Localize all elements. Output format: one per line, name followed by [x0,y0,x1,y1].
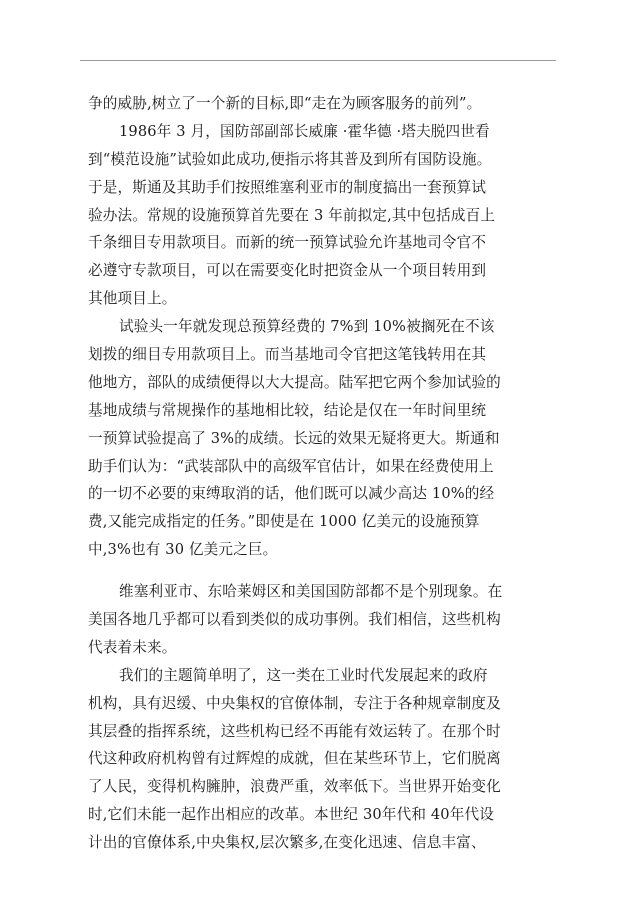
paragraph-theme [88,662,550,857]
text-line: 其层叠的指挥系统，这些机构已经不再能有效运转了。在那个时 [88,722,501,740]
text-line: 一预算试验提高了 3%的成绩。长远的效果无疑将更大。斯通和 [88,429,500,447]
text-line: 到“模范设施”试验如此成功,便指示将其普及到所有国防设施。 [88,150,492,168]
paragraph-continued [88,90,550,118]
paragraph-1986 [88,118,550,313]
section-gap [88,564,550,578]
text-line: 计出的官僚体系,中央集权,层次繁多,在变化迅速、信息丰富、 [88,834,486,852]
text-line: 划拨的细目专用款项目上。而当基地司令官把这笔钱转用在其 [88,346,487,364]
paragraph-trial-results [88,313,550,564]
header-rule [80,60,556,61]
text-line: 基地成绩与常规操作的基地相比较，结论是仅在一年时间里统 [88,401,487,419]
body-text [88,90,550,857]
text-line: 必遵守专款项目，可以在需要变化时把资金从一个项目转用到 [88,262,487,280]
text-line: 千条细目专用款项目。而新的统一预算试验允许基地司令官不 [88,234,487,252]
text-line: 1986年 3 月，国防部副部长威廉 ·霍华德 ·塔夫脱四世看 [119,122,490,140]
text-line: 其他项目上。 [88,290,177,308]
text-line: 代这种政府机构曾有过辉煌的成就，但在某些环节上，它们脱离 [88,750,501,768]
text-line: 他地方，部队的成绩便得以大大提高。陆军把它两个参加试验的 [88,373,501,391]
text-line: 维塞利亚市、东哈莱姆区和美国国防部都不是个别现象。在 [119,583,503,601]
text-line: 时,它们未能一起作出相应的改革。本世纪 30年代和 40年代设 [88,806,494,824]
text-line: 验办法。常规的设施预算首先要在 3 年前拟定,其中包括成百上 [88,206,496,224]
text-line: 美国各地几乎都可以看到类似的成功事例。我们相信，这些机构 [88,611,501,629]
text-line: 了人民，变得机构臃肿，浪费严重，效率低下。当世界开始变化 [88,778,501,796]
text-line: 于是，斯通及其助手们按照维塞利亚市的制度搞出一套预算试 [88,178,487,196]
text-line: 试验头一年就发现总预算经费的 7%到 10%被搁死在不该 [119,318,495,336]
paragraph-not-isolated [88,578,550,662]
text-line: 助手们认为：“武装部队中的高级军官估计，如果在经费使用上 [88,457,494,475]
text-line: 争的威胁,树立了一个新的目标,即“走在为顾客服务的前列”。 [88,95,482,112]
text-line: 代表着未来。 [88,638,177,656]
text-line: 我们的主题简单明了，这一类在工业时代发展起来的政府 [119,666,488,684]
text-line: 中,3%也有 30 亿美元之巨。 [88,541,278,559]
text-line: 费,又能完成指定的任务。”即使是在 1000 亿美元的设施预算 [88,513,480,531]
text-line: 机构，具有迟缓、中央集权的官僚体制，专注于各种规章制度及 [88,694,501,712]
text-line: 的一切不必要的束缚取消的话，他们既可以减少高达 10%的经 [88,485,495,503]
